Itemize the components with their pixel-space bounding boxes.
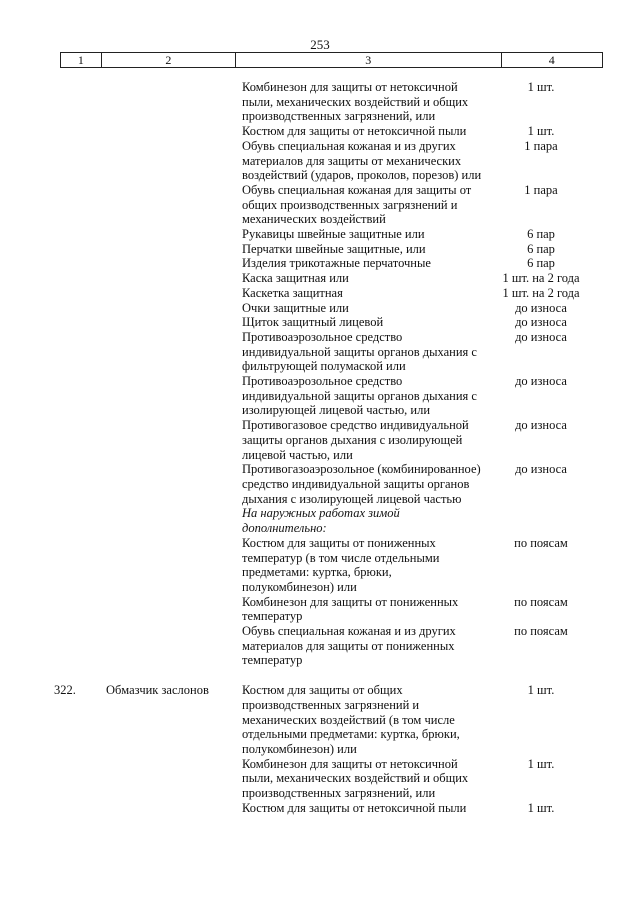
row-number	[0, 139, 98, 183]
row-item: Противогазовое средство индивидуальной защиты органов дыхания с изолирующей лицевой частью, или	[242, 418, 469, 462]
row-quantity: 1 шт.	[527, 124, 555, 139]
row-item: Очки защитные или	[242, 300, 349, 315]
row-quantity: 6 пар	[527, 227, 555, 242]
row-number	[0, 256, 98, 271]
row-number	[0, 462, 98, 506]
table-row	[0, 462, 640, 506]
row-number	[0, 80, 98, 124]
row-number	[0, 124, 98, 139]
row-quantity: до износа	[515, 418, 567, 433]
row-item: Каскетка защитная	[242, 285, 343, 300]
table-row	[0, 374, 640, 418]
table-row	[0, 801, 640, 816]
table-row	[0, 256, 640, 271]
row-profession	[98, 462, 242, 506]
page-number: 253	[310, 37, 330, 52]
row-number	[0, 595, 98, 624]
row-profession	[98, 301, 242, 316]
column-header-2: 2	[101, 53, 235, 68]
column-header-4: 4	[501, 53, 602, 68]
row-quantity: 1 шт.	[527, 683, 555, 698]
row-quantity: 1 шт.	[527, 800, 555, 815]
row-item: Костюм для защиты от нетоксичной пыли	[242, 800, 467, 815]
row-profession	[98, 139, 242, 183]
row-item: Комбинезон для защиты от нетоксичной пыли, механических воздействий и общих производственных загрязнений, или	[242, 756, 469, 801]
row-quantity: 1 шт.	[527, 80, 555, 94]
row-item: Обувь специальная кожаная и из других материалов для защиты от пониженных температур	[242, 624, 456, 668]
row-number	[0, 315, 98, 330]
row-profession	[98, 286, 242, 301]
row-item: Обувь специальная кожаная и из других материалов для защиты от механических воздействий (ударов, проколов, порезов) или	[242, 138, 482, 183]
row-item: Противогазоаэрозольное (комбинированное) средство индивидуальной защиты органов дыхания с изолирующей лицевой частью	[242, 462, 481, 506]
row-number	[0, 271, 98, 286]
row-quantity: по поясам	[514, 624, 568, 639]
row-quantity: 6 пар	[527, 241, 555, 256]
table-row	[0, 242, 640, 257]
table-row	[0, 536, 640, 595]
row-profession	[98, 418, 242, 462]
row-profession	[98, 624, 242, 668]
table-row	[0, 330, 640, 374]
row-item: Каска защитная или	[242, 271, 349, 286]
table-row	[0, 506, 640, 535]
table-row	[0, 139, 640, 183]
row-quantity: до износа	[515, 329, 567, 344]
row-quantity: до износа	[515, 300, 567, 315]
row-item: Противоаэрозольное средство индивидуальной защиты органов дыхания с фильтрующей полумаской или	[242, 329, 477, 374]
row-profession	[98, 124, 242, 139]
row-profession: Обмазчик заслонов	[106, 683, 209, 698]
table-body	[0, 80, 640, 815]
row-item: Комбинезон для защиты от нетоксичной пыли, механических воздействий и общих производственных загрязнений, или	[242, 80, 469, 124]
row-quantity: 1 шт. на 2 года	[502, 285, 580, 300]
row-number	[0, 801, 98, 816]
row-profession	[98, 227, 242, 242]
row-quantity	[482, 506, 600, 535]
table-row	[0, 271, 640, 286]
table-row	[0, 80, 640, 124]
row-quantity: 1 пара	[524, 182, 558, 197]
row-item: Рукавицы швейные защитные или	[242, 227, 425, 242]
row-item: На наружных работах зимой дополнительно:	[242, 506, 400, 536]
row-number	[0, 418, 98, 462]
row-number	[0, 506, 98, 535]
row-number	[0, 536, 98, 595]
row-item: Костюм для защиты от общих производственных загрязнений и механических воздействий (в том числе отдельными предметами: куртка, брюки, полукомбинезон) или	[242, 683, 460, 756]
row-number	[0, 624, 98, 668]
row-number	[0, 374, 98, 418]
row-item: Перчатки швейные защитные, или	[242, 241, 426, 256]
table-row	[0, 418, 640, 462]
row-profession	[98, 757, 242, 801]
table-row	[0, 301, 640, 316]
row-number	[0, 183, 98, 227]
row-quantity: 1 шт. на 2 года	[502, 271, 580, 286]
table-row	[0, 757, 640, 801]
table-row	[0, 183, 640, 227]
row-number	[0, 757, 98, 801]
row-profession	[98, 183, 242, 227]
table-row	[0, 227, 640, 242]
row-item: Костюм для защиты от нетоксичной пыли	[242, 124, 467, 139]
row-profession	[98, 242, 242, 257]
row-profession	[98, 595, 242, 624]
row-quantity: 1 шт.	[527, 756, 555, 771]
row-profession	[98, 536, 242, 595]
row-number	[0, 227, 98, 242]
row-quantity: по поясам	[514, 594, 568, 609]
row-number	[0, 286, 98, 301]
row-profession	[98, 271, 242, 286]
row-item: Противоаэрозольное средство индивидуальной защиты органов дыхания с изолирующей лицевой частью, или	[242, 374, 477, 418]
table-row	[0, 683, 640, 757]
row-profession	[98, 506, 242, 535]
table-row	[0, 315, 640, 330]
row-profession	[98, 256, 242, 271]
row-profession	[98, 80, 242, 124]
row-item: Комбинезон для защиты от пониженных температур	[242, 594, 459, 624]
column-header-1: 1	[61, 53, 102, 68]
row-item: Костюм для защиты от пониженных температур (в том числе отдельными предметами: куртка, брюки, полукомбинезон) или	[242, 535, 440, 594]
column-header-3: 3	[236, 53, 501, 68]
table-row	[0, 124, 640, 139]
row-quantity: до износа	[515, 462, 567, 477]
row-quantity: по поясам	[514, 535, 568, 550]
row-quantity: 1 пара	[524, 138, 558, 153]
row-quantity: до износа	[515, 374, 567, 389]
row-profession	[98, 801, 242, 816]
row-quantity: до износа	[515, 315, 567, 330]
row-number: 322.	[54, 683, 76, 698]
row-number	[0, 330, 98, 374]
row-item: Обувь специальная кожаная для защиты от общих производственных загрязнений и механических воздействий	[242, 182, 472, 227]
table-row	[0, 595, 640, 624]
row-number	[0, 242, 98, 257]
row-profession	[98, 374, 242, 418]
row-quantity: 6 пар	[527, 256, 555, 271]
column-header-table	[60, 52, 603, 68]
row-item: Изделия трикотажные перчаточные	[242, 256, 431, 271]
row-number	[0, 301, 98, 316]
row-profession	[98, 330, 242, 374]
table-row	[0, 624, 640, 668]
table-row	[0, 286, 640, 301]
row-profession	[98, 315, 242, 330]
row-item: Щиток защитный лицевой	[242, 315, 384, 330]
